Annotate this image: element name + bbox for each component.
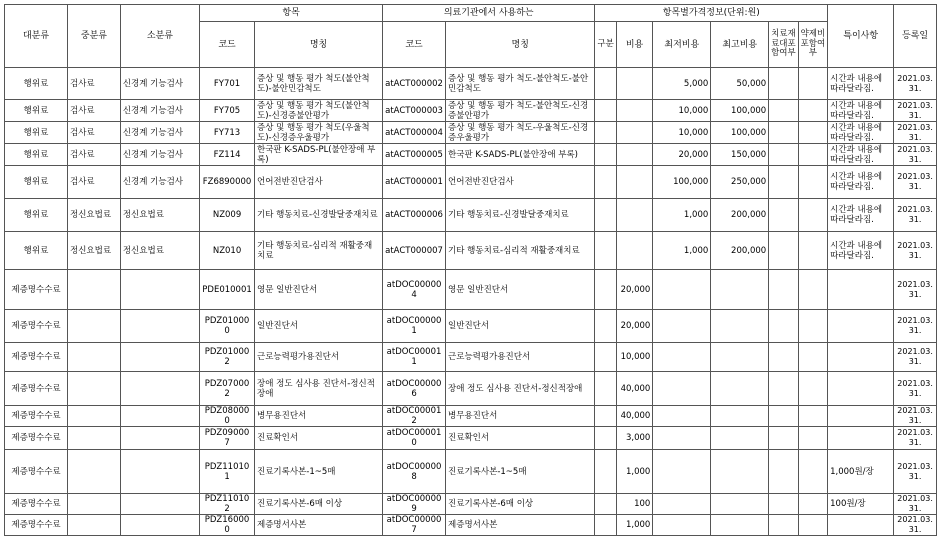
table-row (5, 372, 937, 406)
cell-max-cost: 100,000 (711, 100, 769, 122)
cell-name: 진료기록사본-6매 이상 (254, 494, 382, 515)
table-row (5, 270, 937, 310)
cell-major-category: 행위료 (5, 144, 68, 166)
cell-name: 장애 정도 심사용 진단서-정신적장애 (254, 372, 382, 406)
cell-remarks: 100원/장 (828, 494, 894, 515)
cell-inst-name: 증상 및 행동 평가 척도-우울척도-신경증우울평가 (446, 122, 595, 144)
cell-min-cost (653, 427, 711, 450)
header-inst-name: 명칭 (446, 22, 595, 68)
cell-inst-code: atDOC000004 (383, 270, 446, 310)
cell-division (595, 166, 616, 199)
cell-code: PDZ110101 (200, 450, 255, 494)
cell-reg-date: 2021.03.31. (894, 343, 937, 372)
header-cost: 비용 (616, 22, 653, 68)
cell-inst-code: atDOC000009 (383, 494, 446, 515)
cell-mid-category (68, 372, 121, 406)
cell-name: 언어전반진단검사 (254, 166, 382, 199)
cell-reg-date: 2021.03.31. (894, 406, 937, 427)
cell-mid-category: 검사료 (68, 100, 121, 122)
cell-name: 한국판 K-SADS-PL(불안장애 부록) (254, 144, 382, 166)
table-row (5, 122, 937, 144)
cell-code: PDZ110102 (200, 494, 255, 515)
cell-code: NZ009 (200, 199, 255, 232)
cell-drug-included (798, 427, 827, 450)
table-row (5, 232, 937, 270)
cell-division (595, 372, 616, 406)
cell-major-category: 행위료 (5, 232, 68, 270)
header-code: 코드 (200, 22, 255, 68)
cell-major-category: 행위료 (5, 199, 68, 232)
cell-drug-included (798, 68, 827, 100)
cell-max-cost (711, 494, 769, 515)
cell-reg-date: 2021.03.31. (894, 166, 937, 199)
cell-inst-name: 언어전반진단검사 (446, 166, 595, 199)
cell-inst-name: 한국판 K-SADS-PL(불안장애 부록) (446, 144, 595, 166)
cell-mid-category: 정신요법료 (68, 232, 121, 270)
cell-drug-included (798, 122, 827, 144)
cell-division (595, 232, 616, 270)
cell-division (595, 144, 616, 166)
cell-remarks: 시간과 내용에 따라달라짐. (828, 166, 894, 199)
cell-drug-included (798, 406, 827, 427)
cell-remarks (828, 515, 894, 536)
cell-name: 증상 및 행동 평가 척도(불안척도)-불안민감척도 (254, 68, 382, 100)
cell-division (595, 406, 616, 427)
cell-name: 근로능력평가용진단서 (254, 343, 382, 372)
cell-code: PDZ070002 (200, 372, 255, 406)
cell-code: PDZ080000 (200, 406, 255, 427)
cell-min-cost: 10,000 (653, 100, 711, 122)
cell-division (595, 122, 616, 144)
cell-inst-code: atACT000003 (383, 100, 446, 122)
cell-cost (616, 100, 653, 122)
cell-inst-code: atDOC000008 (383, 450, 446, 494)
table-body (5, 68, 937, 536)
cell-min-cost (653, 515, 711, 536)
cell-cost: 1,000 (616, 515, 653, 536)
cell-material-included (769, 515, 798, 536)
cell-drug-included (798, 515, 827, 536)
cell-cost: 40,000 (616, 372, 653, 406)
cell-code: FZ6890000 (200, 166, 255, 199)
table-row (5, 144, 937, 166)
cell-name: 일반진단서 (254, 310, 382, 343)
cell-drug-included (798, 199, 827, 232)
cell-inst-code: atACT000002 (383, 68, 446, 100)
cell-major-category: 제증명수수료 (5, 450, 68, 494)
cell-material-included (769, 122, 798, 144)
cell-remarks (828, 343, 894, 372)
cell-max-cost: 200,000 (711, 199, 769, 232)
cell-min-cost: 5,000 (653, 68, 711, 100)
cell-minor-category: 신경계 기능검사 (120, 68, 199, 100)
cell-min-cost: 100,000 (653, 166, 711, 199)
cell-inst-code: atACT000001 (383, 166, 446, 199)
header-division: 구분 (595, 22, 616, 68)
cell-cost (616, 144, 653, 166)
cell-material-included (769, 166, 798, 199)
cell-code: FY701 (200, 68, 255, 100)
cell-material-included (769, 270, 798, 310)
cell-reg-date: 2021.03.31. (894, 144, 937, 166)
cell-drug-included (798, 494, 827, 515)
cell-inst-name: 증상 및 행동 평가 척도-불안척도-신경증불안평가 (446, 100, 595, 122)
cell-code: PDZ010000 (200, 310, 255, 343)
cell-cost: 100 (616, 494, 653, 515)
cell-max-cost: 200,000 (711, 232, 769, 270)
header-minor-category: 소분류 (120, 5, 199, 68)
header-max-cost: 최고비용 (711, 22, 769, 68)
cell-material-included (769, 100, 798, 122)
cell-major-category: 제증명수수료 (5, 427, 68, 450)
cell-reg-date: 2021.03.31. (894, 100, 937, 122)
cell-max-cost (711, 515, 769, 536)
cell-inst-code: atDOC000001 (383, 310, 446, 343)
cell-major-category: 행위료 (5, 166, 68, 199)
cell-division (595, 343, 616, 372)
price-table (4, 4, 937, 536)
header-institution-group: 의료기관에서 사용하는 (383, 5, 595, 22)
cell-minor-category: 정신요법료 (120, 232, 199, 270)
cell-cost (616, 122, 653, 144)
cell-min-cost (653, 270, 711, 310)
cell-min-cost (653, 372, 711, 406)
cell-material-included (769, 232, 798, 270)
header-remarks: 특이사항 (828, 5, 894, 68)
cell-major-category: 행위료 (5, 122, 68, 144)
cell-major-category: 제증명수수료 (5, 310, 68, 343)
cell-min-cost: 10,000 (653, 122, 711, 144)
header-item-group: 항목 (200, 5, 383, 22)
cell-cost (616, 68, 653, 100)
cell-material-included (769, 199, 798, 232)
cell-min-cost (653, 450, 711, 494)
cell-drug-included (798, 310, 827, 343)
cell-drug-included (798, 450, 827, 494)
cell-reg-date: 2021.03.31. (894, 494, 937, 515)
cell-reg-date: 2021.03.31. (894, 450, 937, 494)
cell-minor-category (120, 310, 199, 343)
cell-min-cost (653, 494, 711, 515)
cell-min-cost (653, 343, 711, 372)
cell-mid-category: 정신요법료 (68, 199, 121, 232)
cell-cost: 1,000 (616, 450, 653, 494)
cell-inst-name: 영문 일반진단서 (446, 270, 595, 310)
cell-material-included (769, 450, 798, 494)
cell-minor-category: 신경계 기능검사 (120, 166, 199, 199)
cell-material-included (769, 372, 798, 406)
cell-min-cost (653, 310, 711, 343)
cell-division (595, 310, 616, 343)
table-row (5, 166, 937, 199)
table-row (5, 427, 937, 450)
cell-reg-date: 2021.03.31. (894, 515, 937, 536)
cell-reg-date: 2021.03.31. (894, 372, 937, 406)
cell-inst-name: 진료기록사본-6매 이상 (446, 494, 595, 515)
cell-max-cost (711, 310, 769, 343)
cell-minor-category (120, 494, 199, 515)
cell-code: NZ010 (200, 232, 255, 270)
cell-mid-category (68, 427, 121, 450)
cell-inst-name: 제증명서사본 (446, 515, 595, 536)
cell-max-cost (711, 372, 769, 406)
cell-material-included (769, 343, 798, 372)
cell-max-cost (711, 427, 769, 450)
cell-drug-included (798, 270, 827, 310)
cell-max-cost: 150,000 (711, 144, 769, 166)
cell-name: 증상 및 행동 평가 척도(불안척도)-신경증불안평가 (254, 100, 382, 122)
cell-inst-name: 장애 정도 심사용 진단서-정신적장애 (446, 372, 595, 406)
header-reg-date: 등록일 (894, 5, 937, 68)
cell-division (595, 270, 616, 310)
header-mid-category: 중분류 (68, 5, 121, 68)
cell-inst-code: atACT000007 (383, 232, 446, 270)
cell-inst-name: 기타 행동치료-심리적 재활중재치료 (446, 232, 595, 270)
table-row (5, 406, 937, 427)
price-table-sheet (4, 4, 937, 536)
cell-drug-included (798, 144, 827, 166)
cell-minor-category (120, 372, 199, 406)
cell-inst-name: 근로능력평가용진단서 (446, 343, 595, 372)
header-major-category: 대분류 (5, 5, 68, 68)
table-row (5, 343, 937, 372)
table-row (5, 310, 937, 343)
cell-material-included (769, 144, 798, 166)
cell-remarks: 시간과 내용에 따라달라짐. (828, 144, 894, 166)
cell-mid-category (68, 450, 121, 494)
cell-mid-category: 검사료 (68, 144, 121, 166)
cell-material-included (769, 427, 798, 450)
cell-cost (616, 232, 653, 270)
table-row (5, 199, 937, 232)
cell-cost: 10,000 (616, 343, 653, 372)
cell-major-category: 제증명수수료 (5, 343, 68, 372)
cell-name: 기타 행동치료-심리적 재활중재치료 (254, 232, 382, 270)
cell-max-cost (711, 270, 769, 310)
cell-minor-category (120, 406, 199, 427)
header-material-included: 치료재료대포함여부 (769, 22, 798, 68)
cell-cost: 20,000 (616, 270, 653, 310)
table-row (5, 100, 937, 122)
header-drug-included: 약제비포함여부 (798, 22, 827, 68)
cell-drug-included (798, 232, 827, 270)
cell-mid-category (68, 343, 121, 372)
cell-name: 진료확인서 (254, 427, 382, 450)
cell-material-included (769, 68, 798, 100)
cell-inst-name: 일반진단서 (446, 310, 595, 343)
cell-mid-category (68, 310, 121, 343)
cell-remarks (828, 310, 894, 343)
cell-reg-date: 2021.03.31. (894, 427, 937, 450)
cell-name: 진료기록사본-1~5매 (254, 450, 382, 494)
cell-inst-code: atDOC000006 (383, 372, 446, 406)
table-row (5, 450, 937, 494)
cell-minor-category (120, 343, 199, 372)
cell-remarks: 시간과 내용에 따라달라짐. (828, 122, 894, 144)
cell-remarks: 시간과 내용에 따라달라짐. (828, 100, 894, 122)
cell-inst-code: atACT000005 (383, 144, 446, 166)
cell-mid-category: 검사료 (68, 166, 121, 199)
cell-cost: 20,000 (616, 310, 653, 343)
cell-material-included (769, 310, 798, 343)
cell-minor-category: 신경계 기능검사 (120, 144, 199, 166)
cell-min-cost: 1,000 (653, 199, 711, 232)
cell-name: 영문 일반진단서 (254, 270, 382, 310)
cell-name: 제증명서사본 (254, 515, 382, 536)
cell-remarks: 시간과 내용에 따라달라짐. (828, 199, 894, 232)
cell-inst-code: atDOC000010 (383, 427, 446, 450)
cell-remarks: 1,000원/장 (828, 450, 894, 494)
table-row (5, 494, 937, 515)
cell-drug-included (798, 343, 827, 372)
cell-remarks (828, 406, 894, 427)
cell-major-category: 제증명수수료 (5, 406, 68, 427)
cell-minor-category: 신경계 기능검사 (120, 100, 199, 122)
cell-remarks (828, 372, 894, 406)
cell-minor-category (120, 270, 199, 310)
cell-minor-category (120, 427, 199, 450)
cell-inst-code: atACT000004 (383, 122, 446, 144)
cell-minor-category: 정신요법료 (120, 199, 199, 232)
cell-minor-category: 신경계 기능검사 (120, 122, 199, 144)
cell-max-cost (711, 406, 769, 427)
cell-remarks (828, 270, 894, 310)
cell-max-cost (711, 450, 769, 494)
cell-code: FY713 (200, 122, 255, 144)
cell-reg-date: 2021.03.31. (894, 122, 937, 144)
cell-reg-date: 2021.03.31. (894, 199, 937, 232)
cell-code: FZ114 (200, 144, 255, 166)
cell-code: PDE010001 (200, 270, 255, 310)
cell-remarks: 시간과 내용에 따라달라짐. (828, 232, 894, 270)
cell-minor-category (120, 515, 199, 536)
cell-mid-category (68, 406, 121, 427)
cell-max-cost: 50,000 (711, 68, 769, 100)
cell-mid-category (68, 494, 121, 515)
cell-division (595, 515, 616, 536)
cell-drug-included (798, 100, 827, 122)
cell-cost: 40,000 (616, 406, 653, 427)
cell-division (595, 494, 616, 515)
cell-inst-code: atACT000006 (383, 199, 446, 232)
cell-min-cost: 20,000 (653, 144, 711, 166)
header-price-group: 항목별가격정보(단위:원) (595, 5, 828, 22)
cell-mid-category (68, 270, 121, 310)
cell-major-category: 행위료 (5, 100, 68, 122)
cell-mid-category (68, 515, 121, 536)
cell-inst-name: 기타 행동치료-신경발달중재치료 (446, 199, 595, 232)
cell-material-included (769, 494, 798, 515)
cell-major-category: 제증명수수료 (5, 270, 68, 310)
cell-max-cost: 100,000 (711, 122, 769, 144)
cell-inst-name: 진료기록사본-1~5매 (446, 450, 595, 494)
cell-code: PDZ010002 (200, 343, 255, 372)
cell-name: 병무용진단서 (254, 406, 382, 427)
cell-min-cost: 1,000 (653, 232, 711, 270)
cell-division (595, 450, 616, 494)
cell-inst-code: atDOC000011 (383, 343, 446, 372)
cell-remarks: 시간과 내용에 따라달라짐. (828, 68, 894, 100)
cell-max-cost: 250,000 (711, 166, 769, 199)
cell-name: 증상 및 행동 평가 척도(우울척도)-신경증우울평가 (254, 122, 382, 144)
cell-cost: 3,000 (616, 427, 653, 450)
cell-major-category: 행위료 (5, 68, 68, 100)
cell-division (595, 100, 616, 122)
cell-inst-name: 진료확인서 (446, 427, 595, 450)
cell-drug-included (798, 372, 827, 406)
cell-reg-date: 2021.03.31. (894, 310, 937, 343)
header-name: 명칭 (254, 22, 382, 68)
header-inst-code: 코드 (383, 22, 446, 68)
cell-cost (616, 166, 653, 199)
cell-inst-code: atDOC000012 (383, 406, 446, 427)
cell-major-category: 제증명수수료 (5, 515, 68, 536)
cell-code: FY705 (200, 100, 255, 122)
cell-cost (616, 199, 653, 232)
cell-major-category: 제증명수수료 (5, 494, 68, 515)
cell-minor-category (120, 450, 199, 494)
table-row (5, 68, 937, 100)
cell-division (595, 427, 616, 450)
cell-reg-date: 2021.03.31. (894, 270, 937, 310)
cell-division (595, 199, 616, 232)
cell-mid-category: 검사료 (68, 68, 121, 100)
cell-name: 기타 행동치료-신경발달중재치료 (254, 199, 382, 232)
cell-reg-date: 2021.03.31. (894, 232, 937, 270)
cell-inst-name: 병무용진단서 (446, 406, 595, 427)
table-row (5, 515, 937, 536)
header-min-cost: 최저비용 (653, 22, 711, 68)
cell-mid-category: 검사료 (68, 122, 121, 144)
cell-inst-name: 증상 및 행동 평가 척도-불안척도-불안민감척도 (446, 68, 595, 100)
cell-major-category: 제증명수수료 (5, 372, 68, 406)
cell-min-cost (653, 406, 711, 427)
cell-max-cost (711, 343, 769, 372)
cell-remarks (828, 427, 894, 450)
cell-code: PDZ090007 (200, 427, 255, 450)
table-header (5, 5, 937, 68)
cell-reg-date: 2021.03.31. (894, 68, 937, 100)
cell-material-included (769, 406, 798, 427)
cell-inst-code: atDOC000007 (383, 515, 446, 536)
cell-drug-included (798, 166, 827, 199)
cell-division (595, 68, 616, 100)
cell-code: PDZ160000 (200, 515, 255, 536)
